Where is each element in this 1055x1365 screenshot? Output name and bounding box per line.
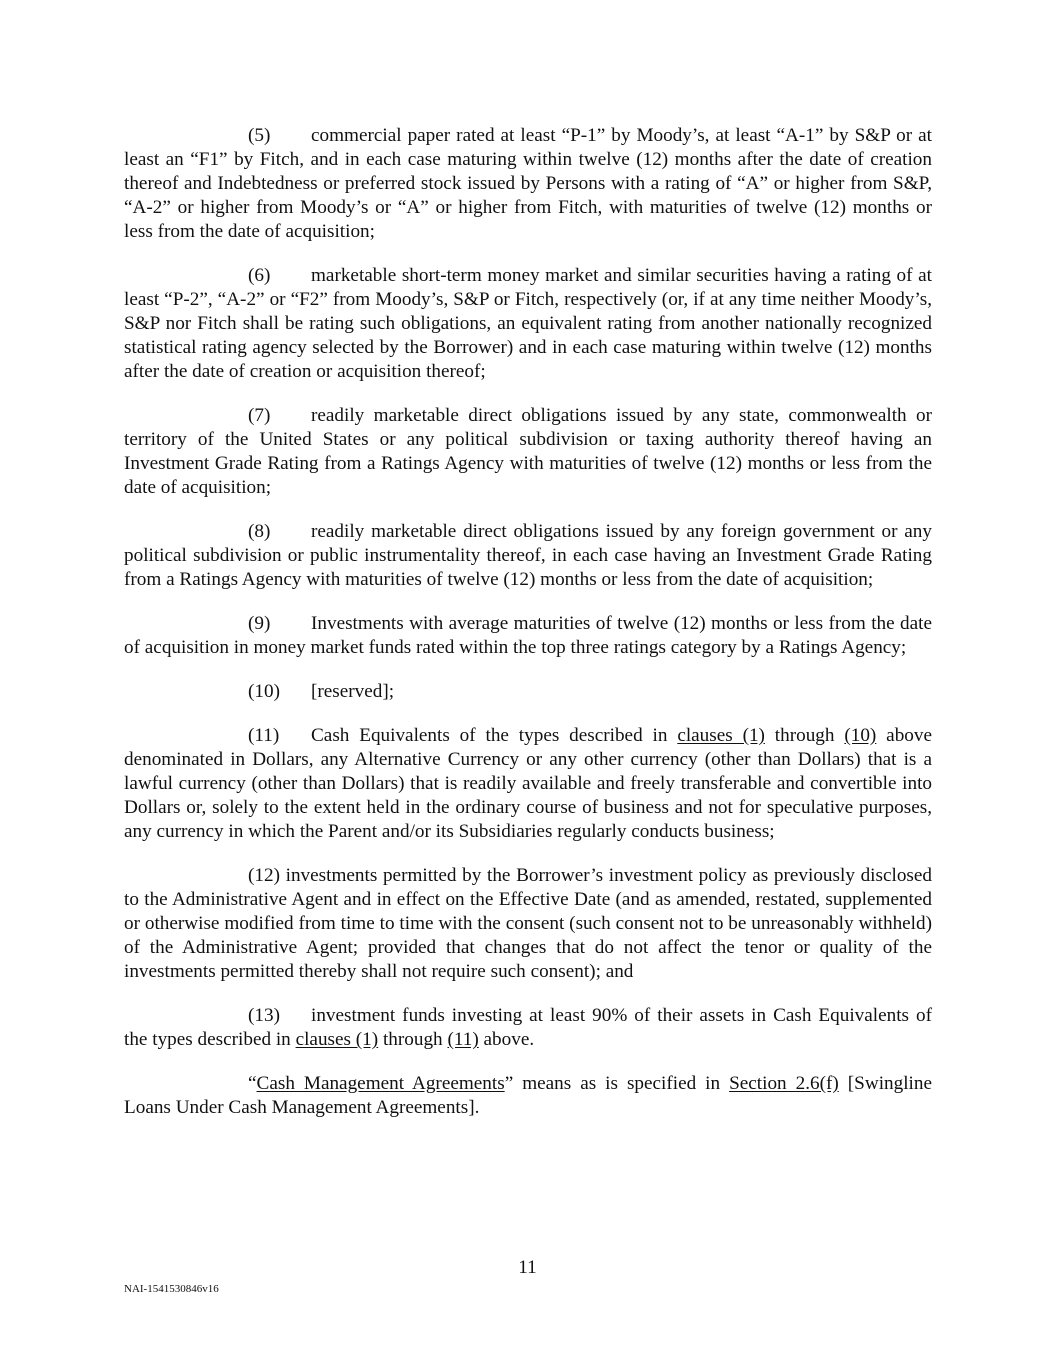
clause-13 [124, 1004, 932, 1052]
clause-number: (5) [248, 125, 271, 146]
cross-reference: (10) [844, 725, 877, 746]
clause-12 [124, 864, 932, 984]
definition-cash-management-agreements [124, 1072, 932, 1120]
cross-reference: clauses (1) [677, 725, 765, 746]
clause-11 [124, 724, 932, 844]
clause-9 [124, 612, 932, 660]
clause-text: marketable short-term money market and similar securities having a rating of at least “P-2”, “A-2” or “F2” from Moody’s, S&P or Fitch, respectively (or, if at any time neither Moody’s, S&P nor Fitch shall be rating such obligations, an equivalent rating from another nationally recognized statistical rating agency selected by the Borrower) and in each case maturing within twelve (12) months after the date of creation or acquisition thereof; [124, 265, 932, 382]
clause-text: through [764, 725, 845, 746]
clause-7 [124, 404, 932, 500]
cross-reference: (11) [447, 1029, 479, 1050]
document-id: NAI-1541530846v16 [124, 1283, 219, 1295]
clause-number: (9) [248, 613, 271, 634]
page-number: 11 [518, 1257, 537, 1278]
clause-number: (10) [248, 681, 280, 702]
definition-text: “ [248, 1073, 257, 1094]
clause-text: readily marketable direct obligations issued by any foreign government or any political subdivision or public instrumentality thereof, in each case having an Investment Grade Rating from a Ratings Agency with maturities of twelve (12) months or less from the date of acquisition; [124, 521, 932, 590]
defined-term: Cash Management Agreements [256, 1073, 505, 1094]
clause-5 [124, 124, 932, 244]
clause-8 [124, 520, 932, 592]
clause-text: above. [478, 1029, 535, 1050]
document-body [124, 124, 932, 1140]
clause-number: (7) [248, 405, 271, 426]
clause-number: (6) [248, 265, 271, 286]
clause-text: readily marketable direct obligations issued by any state, commonwealth or territory of the United States or any political subdivision or taxing authority thereof having an Investment Grade Rating from a Ratings Agency with maturities of twelve (12) months or less from the date of acquisition; [124, 405, 932, 498]
clause-text: above denominated in Dollars, any Alternative Currency or any other currency (other than Dollars) that is a lawful currency (other than Dollars) that is readily available and freely transferable and convertible into Dollars or, solely to the extent held in the ordinary course of business and not for speculative purposes, any currency in which the Parent and/or its Subsidiaries regularly conducts business; [124, 725, 932, 842]
clause-6 [124, 264, 932, 384]
cross-reference: clauses (1) [295, 1029, 379, 1050]
definition-text: [Swingline Loans Under Cash Management Agreements]. [124, 1073, 932, 1118]
clause-10 [124, 680, 932, 704]
clause-text: Cash Equivalents of the types described in [311, 725, 678, 746]
clause-number: (8) [248, 521, 271, 542]
cross-reference: Section 2.6(f) [729, 1073, 839, 1094]
clause-text: Investments with average maturities of twelve (12) months or less from the date of acquisition in money market funds rated within the top three ratings category by a Ratings Agency; [124, 613, 932, 658]
definition-text: ” means as is specified in [504, 1073, 730, 1094]
clause-text: commercial paper rated at least “P-1” by Moody’s, at least “A-1” by S&P or at least an “F1” by Fitch, and in each case maturing within twelve (12) months after the date of creation thereof and Indebtedness or preferred stock issued by Persons with a rating of “A” or higher from S&P, “A-2” or higher from Moody’s or “A” or higher from Fitch, with maturities of twelve (12) months or less from the date of acquisition; [124, 125, 932, 242]
clause-text: (12) investments permitted by the Borrower’s investment policy as previously disclosed to the Administrative Agent and in effect on the Effective Date (and as amended, restated, supplemented or otherwise modified from time to time with the consent (such consent not to be unreasonably withheld) of the Administrative Agent; provided that changes that do not affect the tenor or quality of the investments permitted thereby shall not require such consent); and [124, 865, 932, 982]
clause-number: (11) [248, 725, 280, 746]
clause-text: [reserved]; [311, 681, 395, 702]
clause-number: (13) [248, 1005, 280, 1026]
clause-text: through [378, 1029, 448, 1050]
clause-text: investment funds investing at least 90% of their assets in Cash Equivalents of the types described in [124, 1005, 932, 1050]
